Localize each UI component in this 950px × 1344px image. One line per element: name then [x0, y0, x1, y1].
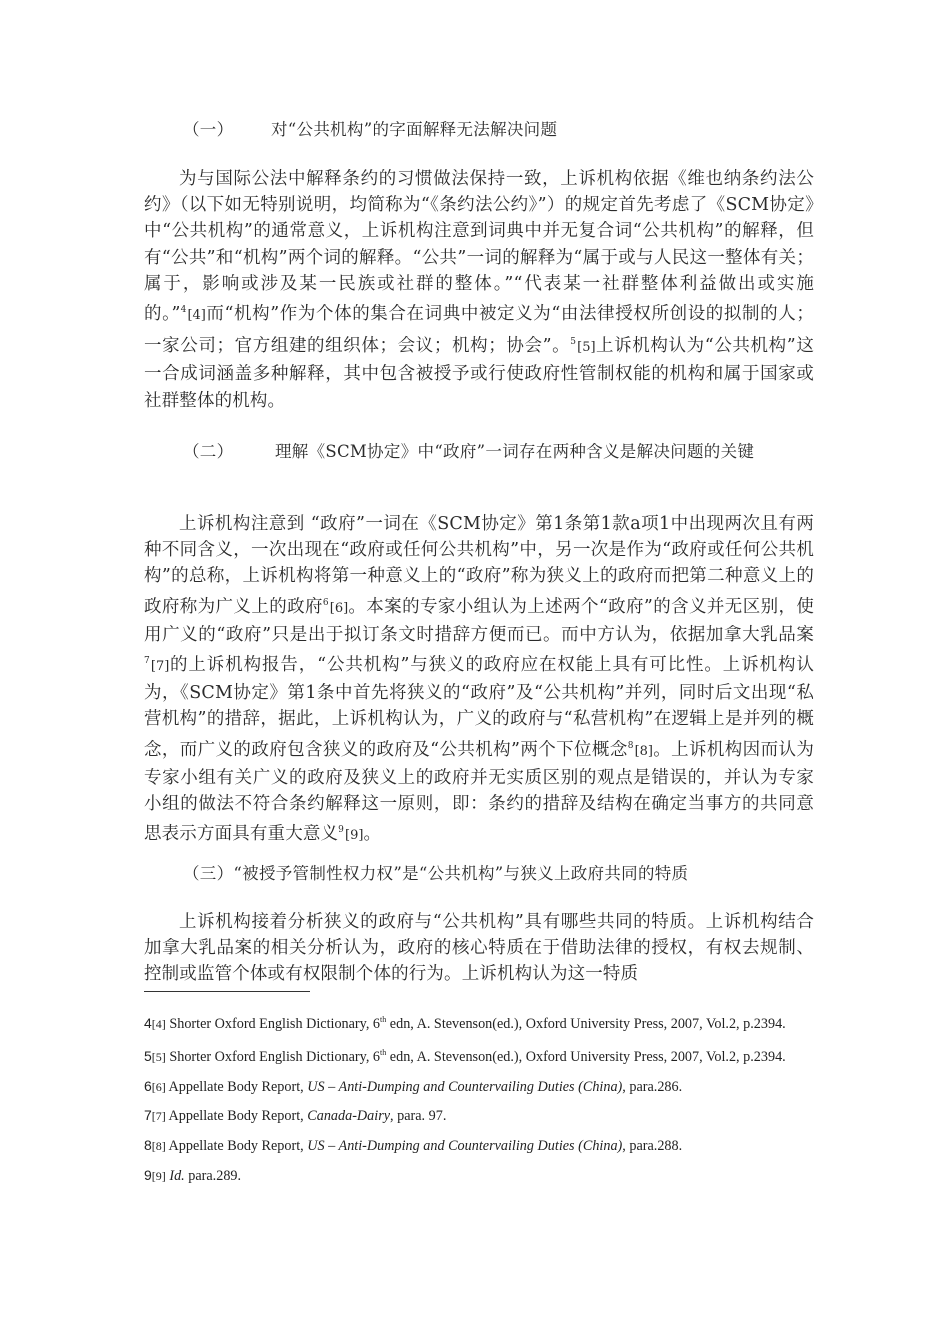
- footnote-item: [144, 1161, 824, 1191]
- footnote-ref[interactable]: [9]: [345, 828, 364, 844]
- footnote-text: Appellate Body Report,: [165, 1078, 308, 1095]
- footnote-marker[interactable]: 9: [338, 825, 345, 836]
- footnote-case-title: US – Anti-Dumping and Countervailing Duties (China): [307, 1138, 623, 1155]
- footnote-number[interactable]: 5: [144, 1047, 152, 1064]
- section-heading-3: [183, 860, 688, 888]
- footnote-item: [144, 1101, 824, 1131]
- footnote-separator: [144, 991, 310, 992]
- footnote-ref[interactable]: [5]: [151, 1049, 166, 1064]
- footnote-item: [144, 1131, 824, 1161]
- footnote-number[interactable]: 9: [144, 1166, 152, 1183]
- section-heading-2: [183, 438, 823, 498]
- paragraph-text: 上诉机构注意到 “政府”一词在《SCM协定》第1条第1款a项1中出现两次且有两种不同含义，一次出现在“政府或任何公共机构”中，另一次是作为“政府或任何公共机构”的总称，上诉机构将第一种意义上的“政府”称为狭义上的政府而把第二种意义上的政府称为广义上的政府: [144, 514, 814, 617]
- footnote-text: , para.288.: [622, 1138, 683, 1155]
- footnote-text: Shorter Oxford English Dictionary, 6: [165, 1048, 381, 1065]
- footnote-text: , para. 97.: [390, 1108, 447, 1125]
- footnote-text: , para.286.: [622, 1078, 683, 1095]
- footnote-ref[interactable]: [8]: [151, 1139, 166, 1154]
- footnote-text: edn, A. Stevenson(ed.), Oxford University Press, 2007, Vol.2, p.2394.: [386, 1016, 786, 1032]
- paragraph-text: 的上诉机构报告，“公共机构”与狭义的政府应在权能上具有可比性。上诉机构认为，《SCM协定》第1条中首先将狭义的“政府”及“公共机构”并列，同时后文出现“私营机构”的措辞，据此，上诉机构认为，广义的政府与“私营机构”在逻辑上是并列的概念，而广义的政府包含狭义的政府及“公共机构”两个下位概念: [144, 655, 814, 760]
- section-title: 对“公共机构”的字面解释无法解决问题: [271, 120, 558, 139]
- footnote-ref[interactable]: [9]: [151, 1168, 166, 1183]
- footnote-text: edn, A. Stevenson(ed.), Oxford University Press, 2007, Vol.2, p.2394.: [386, 1048, 786, 1065]
- paragraph-2: [144, 511, 814, 849]
- footnote-sup: th: [380, 1047, 387, 1057]
- footnotes: [144, 1006, 824, 1191]
- footnote-ref[interactable]: [4]: [187, 308, 206, 324]
- section-number: （三）: [183, 864, 234, 883]
- footnote-text: Shorter Oxford English Dictionary, 6: [165, 1016, 381, 1032]
- footnote-sup: th: [380, 1015, 387, 1024]
- paragraph-text: 而“机构”作为个体的集合在词典中被定义为“由法律授权所创设的拟制的人；一家公司；官方组建的组织体；会议；机构；协会”。: [144, 304, 814, 357]
- paragraph-text: 。本案的专家小组认为上述两个“政府”的含义并无区别，使用广义的“政府”只是出于拟订条文时措辞方便而已。而中方认为，依据加拿大乳品案: [144, 596, 815, 645]
- section-title: 理解《SCM协定》中“政府”一词存在两种含义是解决问题的关键: [275, 442, 755, 461]
- paragraph-text: 上诉机构认为“公共机构”这一合成词涵盖多种解释，其中包含被授予或行使政府性管制权能的机构和属于国家或社群整体的机构。: [144, 336, 814, 411]
- section-number: （二）: [183, 442, 234, 461]
- footnote-ref[interactable]: [6]: [329, 600, 349, 616]
- footnote-text: para.289.: [184, 1167, 242, 1184]
- footnote-case-title: US – Anti-Dumping and Countervailing Duties (China): [307, 1078, 623, 1095]
- footnote-marker[interactable]: 7: [144, 656, 150, 667]
- footnote-item: [144, 1039, 824, 1072]
- footnote-number[interactable]: 7: [144, 1107, 152, 1124]
- footnote-ref[interactable]: [6]: [151, 1079, 166, 1094]
- footnote-ref[interactable]: [5]: [577, 340, 596, 356]
- footnote-ref[interactable]: [8]: [634, 743, 654, 759]
- section-number: （一）: [183, 120, 234, 139]
- section-title: “被授予管制性权力权”是“公共机构”与狭义上政府共同的特质: [233, 864, 689, 883]
- paragraph-3: [144, 909, 814, 988]
- section-heading-1: [183, 116, 557, 144]
- paragraph-text: 上诉机构接着分析狭义的政府与“公共机构”具有哪些共同的特质。上诉机构结合加拿大乳品案的相关分析认为，政府的核心特质在于借助法律的授权，有权去规制、控制或监管个体或有权限制个体的行为。上诉机构认为这一特质: [144, 912, 814, 985]
- footnote-item: [144, 1072, 824, 1102]
- footnote-marker[interactable]: 8: [627, 740, 634, 751]
- footnote-ref[interactable]: [4]: [151, 1017, 166, 1031]
- footnote-case-title: Id.: [169, 1167, 185, 1184]
- footnote-item: [144, 1006, 824, 1039]
- footnote-number[interactable]: 6: [144, 1077, 152, 1094]
- footnote-marker[interactable]: 6: [322, 597, 329, 608]
- footnote-ref[interactable]: [7]: [151, 1109, 166, 1124]
- paragraph-text: 。: [363, 824, 382, 845]
- paragraph-text: 。上诉机构因而认为专家小组有关广义的政府及狭义上的政府并无实质区别的观点是错误的，并认为专家小组的做法不符合条约解释这一原则，即：条约的措辞及结构在确定当事方的共同意思表示方面具有重大意义: [144, 739, 814, 845]
- footnote-text: Appellate Body Report,: [165, 1108, 308, 1125]
- footnote-case-title: Canada-Dairy: [307, 1108, 391, 1125]
- footnote-ref[interactable]: [7]: [150, 659, 170, 675]
- footnote-marker[interactable]: 5: [570, 337, 577, 348]
- paragraph-1: [144, 166, 814, 414]
- paragraph-text: 为与国际公法中解释条约的习惯做法保持一致，上诉机构依据《维也纳条约法公约》（以下如无特别说明，均简称为“《条约法公约》”）的规定首先考虑了《SCM协定》中“公共机构”的通常意义，上诉机构注意到词典中并无复合词“公共机构”的解释，但有“公共”和“机构”两个词的解释。“公共”一词的解释为“属于或与人民这一整体有关；属于，影响或涉及某一民族或社群的整体。”“代表某一社群整体利益做出或实施的。”: [144, 169, 814, 325]
- footnote-number[interactable]: 8: [144, 1137, 152, 1154]
- footnote-text: Appellate Body Report,: [165, 1138, 308, 1155]
- footnote-number[interactable]: 4: [144, 1015, 152, 1031]
- footnote-marker[interactable]: 4: [180, 305, 187, 316]
